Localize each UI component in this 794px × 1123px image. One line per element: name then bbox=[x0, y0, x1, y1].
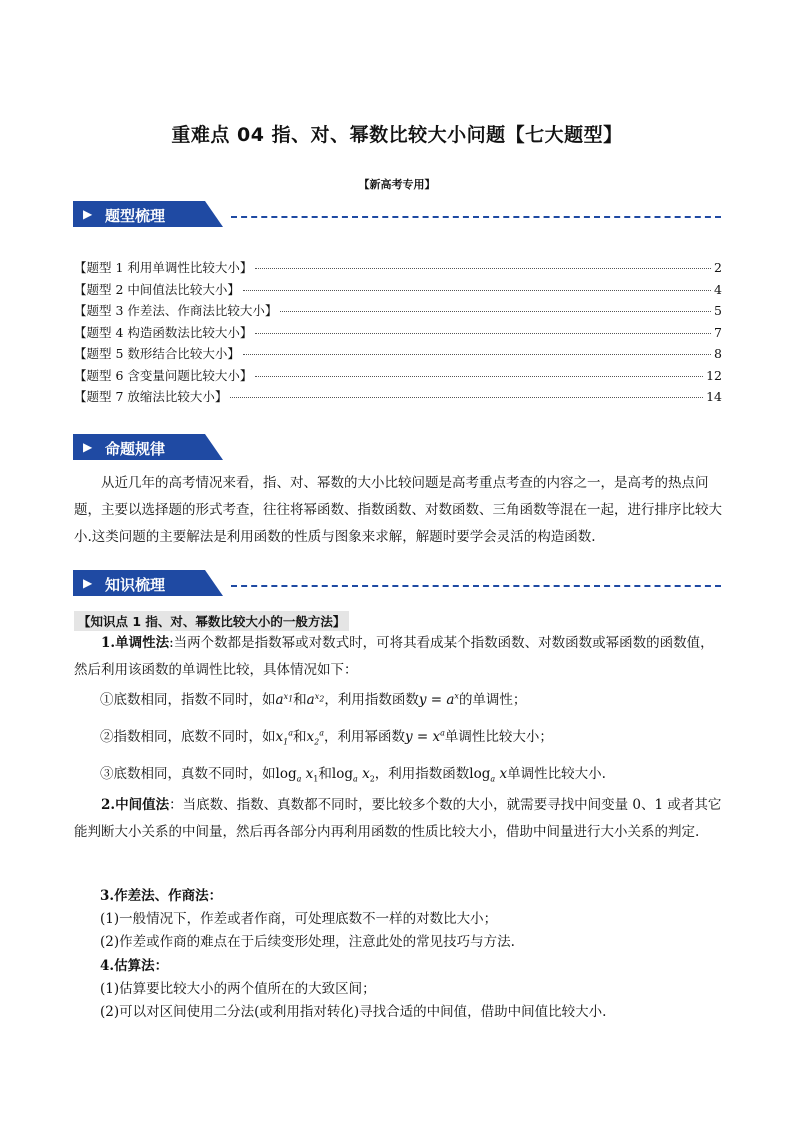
rules-paragraph: 从近几年的高考情况来看，指、对、幂数的大小比较问题是高考重点考查的内容之一，是高考的热点问题，主要以选择题的形式考查，往往将幂函数、指数函数、对数函数、三角函数等混在一起，进行排序比较大小.这类问题的主要解法是利用函数的性质与图象来求解，解题时要学会灵活的构造函数. bbox=[74, 475, 722, 545]
formula-log-func: $\log_a x$ bbox=[469, 766, 508, 784]
section-title: 命题规律 bbox=[105, 440, 166, 458]
case-3-and: 和 bbox=[318, 766, 332, 782]
formula-x1-a: $x_1^a$ bbox=[275, 728, 293, 747]
leader-dots bbox=[255, 268, 711, 269]
toc-item-label: 【题型 4 构造函数法比较大小】 bbox=[74, 325, 253, 340]
toc-item-label: 【题型 6 含变量问题比较大小】 bbox=[74, 368, 253, 383]
toc-item-page: 12 bbox=[706, 368, 722, 383]
formula-power-func: $y = x^a$ bbox=[405, 728, 445, 745]
method-4-line-1: (1)估算要比较大小的两个值所在的大致区间； bbox=[100, 981, 376, 997]
page-title: 重难点 04 指、对、幂数比较大小问题【七大题型】 bbox=[171, 124, 623, 146]
section-banner-rules bbox=[73, 434, 793, 462]
section-title: 题型梳理 bbox=[105, 207, 166, 225]
toc-item-label: 【题型 7 放缩法比较大小】 bbox=[74, 389, 228, 404]
formula-log-x1: $\log_a x_1$ bbox=[275, 766, 319, 784]
dashed-divider bbox=[231, 216, 721, 218]
toc-item[interactable] bbox=[74, 258, 722, 279]
formula-log-x2: $\log_a x_2$ bbox=[331, 766, 375, 784]
toc-item-page: 7 bbox=[714, 325, 722, 340]
case-3-suffix: 单调性比较大小. bbox=[507, 766, 606, 782]
case-1-suffix: 的单调性； bbox=[458, 692, 527, 708]
leader-dots bbox=[280, 311, 711, 312]
leader-dots bbox=[230, 397, 703, 398]
case-2-middle: ，利用幂函数 bbox=[324, 729, 405, 745]
case-3-middle: ，利用指数函数 bbox=[374, 766, 470, 782]
case-1-middle: ，利用指数函数 bbox=[324, 692, 419, 708]
toc-item[interactable] bbox=[74, 387, 722, 408]
toc-item[interactable] bbox=[74, 301, 722, 322]
method-3-title: 3.作差法、作商法： bbox=[100, 888, 223, 904]
toc-item-page: 8 bbox=[714, 346, 722, 361]
method-2-paragraph bbox=[74, 792, 724, 846]
toc-item-page: 4 bbox=[714, 282, 722, 297]
case-2-suffix: 单调性比较大小； bbox=[444, 729, 553, 745]
case-2-and: 和 bbox=[293, 729, 307, 745]
toc-item-page: 14 bbox=[706, 389, 722, 404]
case-2-line bbox=[100, 725, 553, 747]
toc-item[interactable] bbox=[74, 323, 722, 344]
toc-item[interactable] bbox=[74, 344, 722, 365]
method-2-text: ：当底数、指数、真数都不同时，要比较多个数的大小，就需要寻找中间变量 0、1 或者其它能判断大小关系的中间量，然后再各部分内再利用函数的性质比较大小，借助中间量进行大小关系的判定. bbox=[74, 797, 722, 840]
method-4-line-2: (2)可以对区间使用二分法(或利用指对转化)寻找合适的中间值，借助中间值比较大小. bbox=[100, 1004, 607, 1020]
formula-x2-a: $x_2^a$ bbox=[306, 728, 324, 747]
leader-dots bbox=[243, 354, 711, 355]
play-arrow-icon: ▶ bbox=[83, 207, 93, 221]
toc-item-label: 【题型 5 数形结合比较大小】 bbox=[74, 346, 240, 361]
case-1-prefix: ①底数相同，指数不同时，如 bbox=[100, 692, 276, 708]
play-arrow-icon: ▶ bbox=[83, 576, 93, 590]
toc-item-page: 5 bbox=[714, 303, 722, 318]
formula-a-x2: $a^{x_2}$ bbox=[306, 691, 325, 708]
page-subtitle: 【新高考专用】 bbox=[358, 178, 436, 191]
toc-item[interactable] bbox=[74, 366, 722, 387]
formula-exp-func: $y = a^x$ bbox=[418, 691, 459, 708]
method-3-line-1: (1)一般情况下，作差或者作商，可处理底数不一样的对数比大小； bbox=[100, 911, 498, 927]
case-3-prefix: ③底数相同，真数不同时，如 bbox=[100, 766, 276, 782]
toc-item-page: 2 bbox=[714, 260, 722, 275]
toc-item[interactable] bbox=[74, 280, 722, 301]
method-1-paragraph bbox=[74, 630, 724, 684]
toc-item-label: 【题型 2 中间值法比较大小】 bbox=[74, 282, 240, 297]
play-arrow-icon: ▶ bbox=[83, 440, 93, 454]
dashed-divider bbox=[231, 585, 721, 587]
method-2-title: 2.中间值法 bbox=[101, 797, 170, 813]
case-3-line bbox=[100, 762, 606, 784]
toc-item-label: 【题型 3 作差法、作商法比较大小】 bbox=[74, 303, 278, 318]
method-1-text: :当两个数都是指数幂或对数式时，可将其看成某个指数函数、对数函数或幂函数的函数值，然后利用该函数的单调性比较，具体情况如下： bbox=[74, 635, 714, 678]
section-banner-knowledge bbox=[73, 570, 793, 598]
section-title: 知识梳理 bbox=[105, 576, 166, 594]
knowledge-point-header: 【知识点 1 指、对、幂数比较大小的一般方法】 bbox=[74, 611, 349, 631]
formula-a-x1: $a^{x_1}$ bbox=[275, 691, 294, 708]
section-banner-types bbox=[73, 201, 793, 229]
method-1-title: 1.单调性法 bbox=[101, 635, 170, 651]
method-3-line-2: (2)作差或作商的难点在于后续变形处理，注意此处的常见技巧与方法. bbox=[100, 934, 515, 950]
case-1-and: 和 bbox=[293, 692, 307, 708]
leader-dots bbox=[255, 376, 703, 377]
leader-dots bbox=[255, 333, 711, 334]
toc-item-label: 【题型 1 利用单调性比较大小】 bbox=[74, 260, 253, 275]
case-2-prefix: ②指数相同，底数不同时，如 bbox=[100, 729, 276, 745]
leader-dots bbox=[243, 290, 711, 291]
method-4-title: 4.估算法： bbox=[100, 958, 169, 974]
case-1-line bbox=[100, 688, 526, 708]
